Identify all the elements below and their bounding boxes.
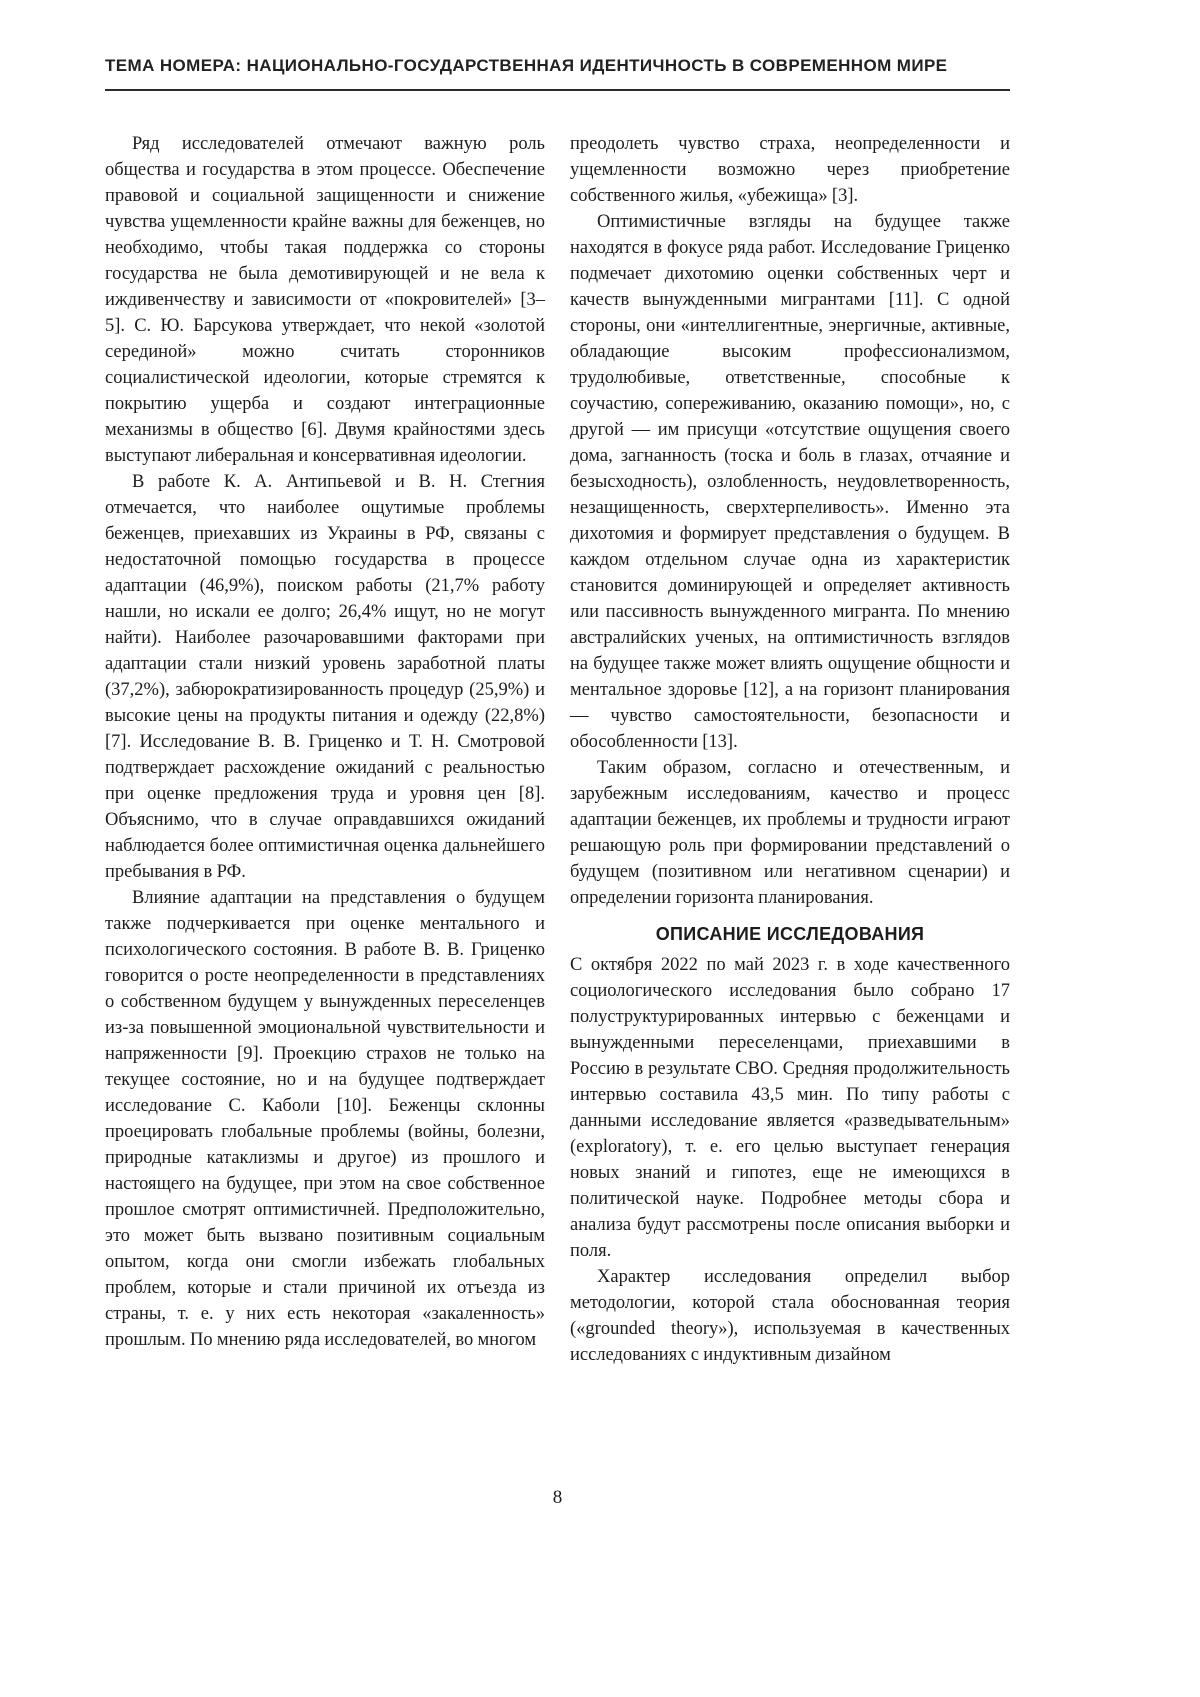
section-heading-research-description: ОПИСАНИЕ ИССЛЕДОВАНИЯ: [655, 924, 925, 944]
right-column: [570, 131, 1010, 1368]
running-head: [105, 56, 1010, 91]
paragraph-future-perceptions: Влияние адаптации на представления о будущем также подчеркивается при оценке ментального и психологического состояния. В работе В. В. Гриценко говорится о росте неопределенности в представлениях о собственном будущем у вынужденных переселенцев из-за повышенной эмоциональной чувствительности и напряженности [9]. Проекцию страхов не только на текущее состояние, но и на будущее подтверждает исследование С. Каболи [10]. Беженцы склонны проецировать глобальные проблемы (войны, болезни, природные катаклизмы и другое) из прошлого и настоящего на будущее, при этом на свое собственное прошлое смотрят оптимистичней. Предположительно, это может быть вызвано позитивным социальным опытом, когда они смогли избежать глобальных проблем, которые и стали причиной их отъезда из страны, т. е. у них есть некоторая «закаленность» прошлым. По мнению ряда исследователей, во многом: [105, 888, 545, 1350]
paragraph-grounded-theory: Характер исследования определил выбор методологии, которой стала обоснованная теория («grounded theory»), используемая в качественных исследованиях с индуктивным дизайном: [570, 1267, 1010, 1365]
paragraph-adaptation-problems: В работе К. А. Антипьевой и В. Н. Стегния отмечается, что наиболее ощутимые проблемы беженцев, приехавших из Украины в РФ, связаны с недостаточной помощью государства в процессе адаптации (46,9%), поиском работы (21,7% работу нашли, но искали ее долго; 26,4% ищут, но не могут найти). Наиболее разочаровавшими факторами при адаптации стали низкий уровень заработной платы (37,2%), забюрократизированность процедур (25,9%) и высокие цены на продукты питания и одежду (22,8%) [7]. Исследование В. В. Гриценко и Т. Н. Смотровой подтверждает расхождение ожиданий с реальностью при оценке предложения труда и уровня цен [8]. Объяснимо, что в случае оправдавшихся ожиданий наблюдается более оптимистичная оценка дальнейшего пребывания в РФ.: [105, 472, 545, 882]
paragraph-summary: Таким образом, согласно и отечественным, и зарубежным исследованиям, качество и процесс адаптации беженцев, их проблемы и трудности играют решающую роль при формировании представлений о будущем (позитивном или негативном сценарии) и определении горизонта планирования.: [570, 758, 1010, 908]
page-footer: [105, 1487, 1010, 1509]
paragraph-continuation: преодолеть чувство страха, неопределенности и ущемленности возможно через приобретение собственного жилья, «убежища» [3].: [570, 134, 1010, 206]
issue-theme-title: ТЕМА НОМЕРА: НАЦИОНАЛЬНО-ГОСУДАРСТВЕННАЯ ИДЕНТИЧНОСТЬ В СОВРЕМЕННОМ МИРЕ: [105, 56, 948, 75]
paragraph-optimistic-views: Оптимистичные взгляды на будущее также находятся в фокусе ряда работ. Исследование Гриценко подмечает дихотомию оценки собственных черт и качеств вынужденными мигрантами [11]. С одной стороны, они «интеллигентные, энергичные, активные, обладающие высоким профессионализмом, трудолюбивые, ответственные, способные к соучастию, сопереживанию, оказанию помощи», но, с другой — им присущи «отсутствие ощущения своего дома, загнанность (тоска и боль в глазах, отчаяние и безысходность), озлобленность, неудовлетворенность, незащищенность, сверхтерпеливость». Именно эта дихотомия и формирует представления о будущем. В каждом отдельном случае одна из характеристик становится доминирующей и определяет активность или пассивность вынужденного мигранта. По мнению австралийских ученых, на оптимистичность взглядов на будущее также может влиять ощущение общности и ментальное здоровье [12], а на горизонт планирования — чувство самостоятельности, безопасности и обособленности [13].: [570, 212, 1010, 752]
paragraph-research-method: С октября 2022 по май 2023 г. в ходе качественного социологического исследования было собрано 17 полуструктурированных интервью с беженцами и вынужденными переселенцами, приехавшими в Россию в результате СВО. Средняя продолжительность интервью составила 43,5 мин. По типу работы с данными исследование является «разведывательным» (exploratory), т. е. его целью выступает генерация новых знаний и гипотез, еще не имеющихся в политической науке. Подробнее методы сбора и анализа будут рассмотрены после описания выборки и поля.: [570, 955, 1010, 1261]
article-body: [105, 131, 1010, 1368]
paragraph-role-of-state: Ряд исследователей отмечают важную роль общества и государства в этом процессе. Обеспечение правовой и социальной защищенности и снижение чувства ущемленности крайне важны для беженцев, но необходимо, чтобы такая поддержка со стороны государства не была демотивирующей и не вела к иждивенчеству и зависимости от «покровителей» [3–5]. С. Ю. Барсукова утверждает, что некой «золотой серединой» можно считать сторонников социалистической идеологии, которые стремятся к покрытию ущерба и создают интеграционные механизмы в общество [6]. Двумя крайностями здесь выступают либеральная и консервативная идеологии.: [105, 134, 545, 466]
left-column: [105, 131, 545, 1368]
page-number: 8: [552, 1487, 563, 1508]
header-rule: [105, 89, 1010, 91]
